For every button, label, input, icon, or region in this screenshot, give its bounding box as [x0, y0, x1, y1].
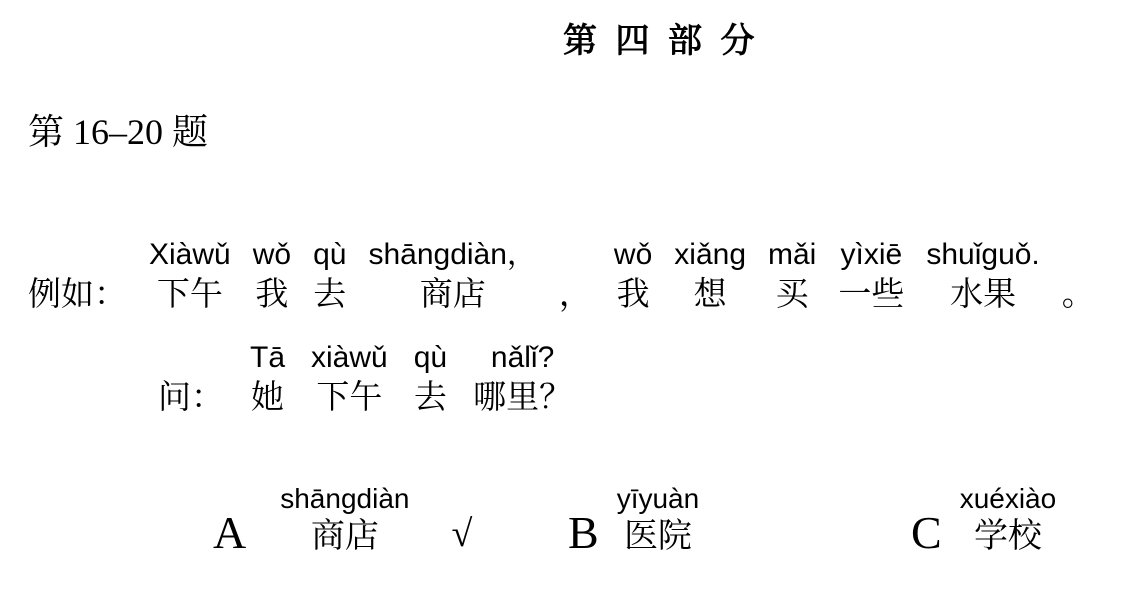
answer-options-row: [0, 483, 1144, 568]
option-pinyin: shāngdiàn: [280, 483, 410, 514]
pinyin-text: Xiàwǔ: [149, 238, 231, 271]
hanzi-text: 水果: [950, 277, 1017, 313]
option-c: [911, 483, 1098, 559]
hanzi-text: 我: [616, 277, 650, 313]
word-pair: [368, 238, 536, 315]
example-label: 例如：: [28, 277, 127, 313]
hanzi-text: 去: [313, 277, 347, 313]
option-word: [960, 483, 1057, 556]
hanzi-text: ，: [558, 277, 592, 313]
pinyin-text: yìxiē: [840, 238, 903, 271]
hanzi-text: 哪里？: [473, 380, 573, 416]
question-label: 问：: [158, 380, 224, 416]
word-pair: [614, 238, 652, 315]
word-pair: [926, 238, 1039, 315]
example-question-line: [158, 341, 572, 418]
hanzi-text: 买: [775, 277, 809, 313]
word-pair: [253, 238, 291, 315]
option-hanzi: 学校: [973, 518, 1042, 555]
option-b: [568, 483, 741, 559]
word-pair: [1062, 238, 1095, 315]
word-pair: [250, 341, 285, 418]
option-letter: A: [213, 507, 247, 559]
word-pair: [768, 238, 816, 315]
pinyin-text: qù: [413, 341, 448, 374]
word-pair: [838, 238, 904, 315]
hanzi-text: 我: [255, 277, 289, 313]
hanzi-text: 下午: [316, 380, 383, 416]
pinyin-text: xiàwǔ: [311, 341, 388, 374]
pinyin-text: shuǐguǒ.: [926, 238, 1040, 271]
pinyin-text: xiǎng: [674, 238, 746, 271]
option-letter: B: [568, 507, 599, 559]
option-a: [213, 483, 473, 559]
pinyin-text: qù: [313, 238, 347, 271]
section-title: 第 四 部 分: [563, 23, 760, 60]
example-sentence-line: [28, 238, 1095, 315]
word-pair: [313, 238, 346, 315]
hanzi-text: 一些: [838, 277, 905, 313]
word-pair: [311, 341, 388, 418]
option-hanzi: 医院: [623, 518, 692, 555]
option-hanzi: 商店: [310, 518, 379, 555]
option-letter: C: [911, 507, 942, 559]
option-pinyin: xuéxiào: [959, 483, 1057, 514]
pinyin-text: Tā: [250, 341, 286, 374]
hanzi-text: 去: [413, 380, 447, 416]
word-pair: [559, 238, 592, 315]
word-pair: [414, 341, 447, 418]
option-word: [280, 483, 409, 556]
option-pinyin: yīyuàn: [616, 483, 700, 514]
pinyin-text: nǎlǐ?: [490, 341, 555, 374]
hanzi-text: 她: [251, 380, 284, 416]
hanzi-text: 。: [1061, 277, 1095, 313]
word-pair: [674, 238, 746, 315]
pinyin-text: wǒ: [613, 238, 653, 271]
pinyin-text: mǎi: [768, 238, 817, 271]
question-range-label: 第 16–20 题: [28, 112, 209, 152]
correct-check-mark: √: [451, 513, 473, 556]
option-word: [617, 483, 700, 556]
hanzi-text: 商店: [419, 277, 486, 313]
hanzi-text: 想: [693, 277, 727, 313]
word-pair: [149, 238, 231, 315]
hanzi-text: 下午: [156, 277, 223, 313]
word-pair: [473, 341, 572, 418]
pinyin-text: wǒ: [252, 238, 292, 271]
pinyin-text: shāngdiàn，: [368, 238, 537, 271]
